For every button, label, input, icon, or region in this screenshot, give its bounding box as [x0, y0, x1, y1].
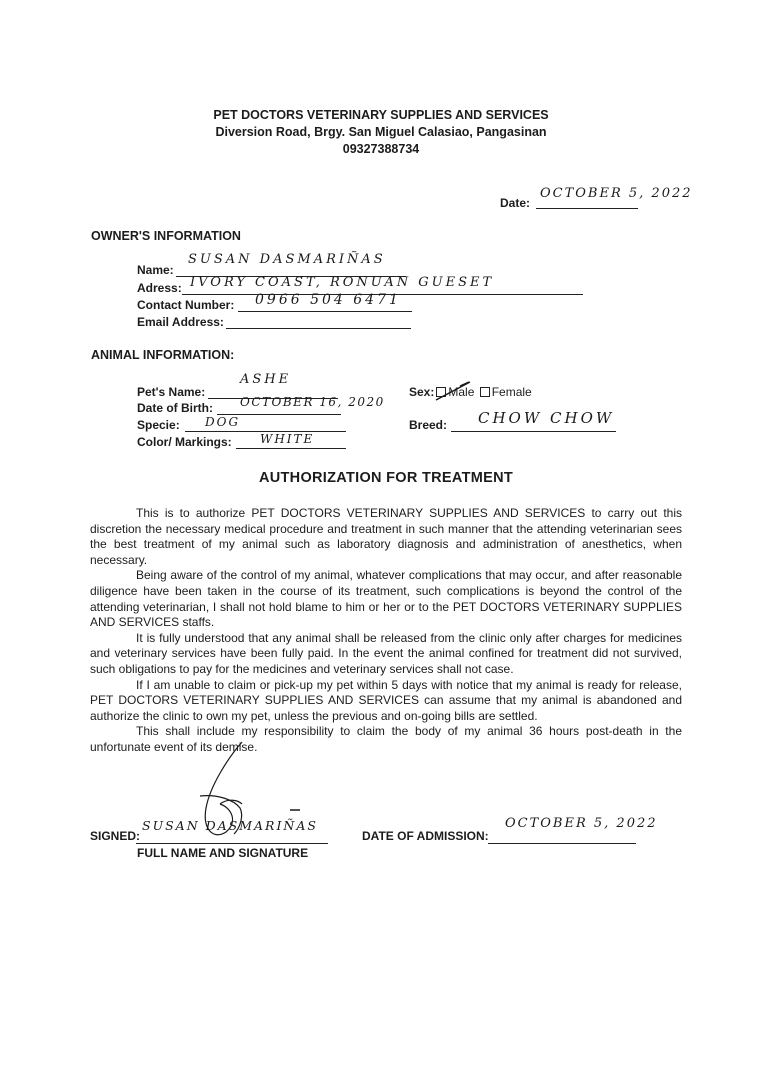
company-name: PET DOCTORS VETERINARY SUPPLIES AND SERVICES	[213, 108, 549, 122]
color-label: Color/ Markings:	[137, 435, 232, 449]
admission-label: DATE OF ADMISSION:	[362, 829, 489, 843]
authorization-paragraph: This is to authorize PET DOCTORS VETERINARY SUPPLIES AND SERVICES to carry out this discretion the necessary medical procedure and treatment in such manner that the attending veterinarian sees the best treatment of my animal such as laboratory diagnosis and administration of anesthetics, when necessary.	[90, 506, 682, 567]
signature-scribble	[180, 738, 300, 858]
authorization-paragraph: It is fully understood that any animal shall be released from the clinic only after charges for medicines and veterinary services have been fully paid. In the event the animal confined for treatment did not survived, such obligations to pay for the medicines and veterinary services shall not case.	[90, 630, 682, 676]
breed-value: CHOW CHOW	[478, 409, 615, 427]
admission-line	[488, 843, 636, 844]
female-checkbox[interactable]	[480, 387, 490, 397]
breed-label: Breed:	[409, 418, 448, 432]
admission-value: OCTOBER 5, 2022	[505, 816, 658, 831]
animal-heading: ANIMAL INFORMATION:	[91, 348, 235, 362]
date-value: OCTOBER 5, 2022	[540, 186, 693, 201]
owner-name-label: Name:	[137, 263, 174, 277]
signed-value: SUSAN DASMARIÑAS	[142, 818, 318, 833]
sex-label: Sex:	[409, 385, 435, 399]
authorization-title: AUTHORIZATION FOR TREATMENT	[258, 470, 514, 486]
dob-label: Date of Birth:	[137, 401, 213, 415]
color-line	[236, 448, 346, 449]
owner-email-label: Email Address:	[137, 315, 224, 329]
authorization-paragraph: If I am unable to claim or pick-up my pet within 5 days with notice that my animal is ready for release, PET DOCTORS VETERINARY SUPPLIES AND SERVICES can assume that my animal is abandoned and authorize the clinic to own my pet, unless the previous and on-going bills are settled.	[90, 677, 682, 723]
date-label: Date:	[500, 196, 531, 210]
owner-contact-value: 0966 504 6471	[255, 292, 401, 308]
dob-value: OCTOBER 16, 2020	[240, 395, 385, 409]
breed-line	[451, 431, 616, 432]
company-address: Diversion Road, Brgy. San Miguel Calasiao, Pangasinan	[215, 125, 547, 139]
male-check-mark-icon	[434, 378, 474, 404]
male-option-label: Male	[448, 385, 475, 399]
owner-contact-label: Contact Number:	[137, 298, 235, 312]
female-option-label: Female	[491, 385, 532, 399]
owner-address-label: Adress:	[137, 281, 182, 295]
pet-name-label: Pet's Name:	[137, 385, 206, 399]
authorization-paragraph: Being aware of the control of my animal, whatever complications that may occur, and after reasonable diligence have been taken in the course of its treatment, such complications is beyond the control of the attending veterinarian, I shall not hold blame to him or her or to the PET DOCTORS VETERINARY SUPPLIES AND SERVICES staffs.	[90, 568, 682, 630]
specie-label: Specie:	[137, 418, 180, 432]
authorization-paragraph: This shall include my responsibility to claim the body of my animal 36 hours post-death in the unfortunate event of its demise.	[90, 724, 682, 754]
owner-contact-line	[238, 311, 412, 312]
company-phone: 09327388734	[342, 142, 420, 156]
signature-caption: FULL NAME AND SIGNATURE	[137, 846, 309, 860]
date-line	[536, 208, 638, 209]
specie-value: DOG	[205, 415, 241, 429]
signed-label: SIGNED:	[90, 829, 141, 843]
authorization-body	[90, 506, 682, 756]
owner-heading: OWNER'S INFORMATION	[91, 229, 241, 243]
owner-email-line	[226, 328, 411, 329]
owner-address-value: IVORY COAST, RONUAN GUESET	[190, 275, 495, 290]
owner-name-value: SUSAN DASMARIÑAS	[188, 252, 386, 267]
pet-name-value: ASHE	[240, 372, 292, 387]
color-value: WHITE	[260, 432, 315, 446]
signature-line	[136, 843, 328, 844]
